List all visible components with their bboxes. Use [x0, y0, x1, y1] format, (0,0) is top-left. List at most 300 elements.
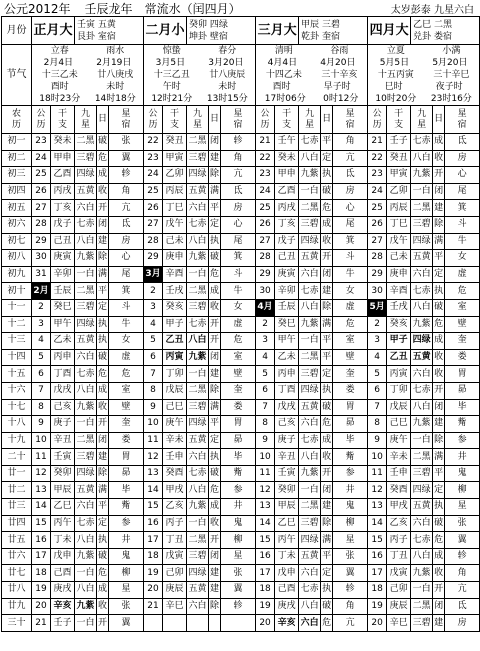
day-officer: 平: [321, 333, 333, 350]
ganzhi: 丙申: [51, 349, 75, 366]
month-desc: [411, 17, 480, 45]
day-officer: 执: [97, 333, 109, 350]
day-officer: 执: [433, 283, 445, 300]
jieqi-time: 17时06分: [264, 94, 306, 104]
day-officer: 定: [321, 150, 333, 167]
solar-date: 18: [368, 582, 387, 599]
lunar-mansion: 尾: [221, 233, 256, 250]
day-row: [2, 266, 480, 283]
day-officer: 定: [97, 515, 109, 532]
month-desc: [75, 17, 144, 45]
ganzhi: 乙丑: [163, 333, 187, 350]
ganzhi: 乙丑: [387, 349, 411, 366]
ganzhi: 庚戌: [275, 598, 299, 615]
day-officer: 平: [97, 499, 109, 516]
ganzhi: 庚申: [387, 266, 411, 283]
lunar-day-label: 十四: [2, 349, 32, 366]
lunar-mansion: 柳: [109, 565, 144, 582]
ganzhi: 乙未: [51, 333, 75, 350]
ganzhi: 丁酉: [275, 382, 299, 399]
day-officer: 破: [321, 183, 333, 200]
solar-date: 9: [368, 432, 387, 449]
lunar-mansion: 虚: [221, 316, 256, 333]
day-officer: 除: [321, 515, 333, 532]
lunar-mansion: 翼: [445, 532, 480, 549]
jieqi-name: 清明: [274, 46, 293, 56]
lunar-mansion: 娄: [333, 382, 368, 399]
solar-date: 5月: [368, 299, 387, 316]
lunar-mansion: 危: [221, 333, 256, 350]
solar-date: 7: [32, 382, 51, 399]
solar-date: 10: [368, 449, 387, 466]
day-officer: 定: [97, 299, 109, 316]
nine-star: 五黄: [75, 482, 97, 499]
day-officer: 危: [97, 150, 109, 167]
ganzhi: 庚辰: [163, 582, 187, 599]
nine-star: 八白: [299, 449, 321, 466]
ganzhi: 乙巳: [51, 499, 75, 516]
day-officer: 开: [433, 582, 445, 599]
nine-star: 六白: [187, 449, 209, 466]
lunar-mansion: 轸: [221, 598, 256, 615]
day-row: [2, 482, 480, 499]
nine-star: 四绿: [411, 233, 433, 250]
lunar-mansion: 室: [221, 349, 256, 366]
lunar-mansion: 牛: [445, 233, 480, 250]
solar-date: 3月: [144, 266, 163, 283]
ganzhi: 壬辰: [275, 299, 299, 316]
lunar-mansion: 娄: [445, 349, 480, 366]
lunar-mansion: 娄: [221, 399, 256, 416]
lunar-day-label: 十八: [2, 416, 32, 433]
month-desc-line: 甲辰 三碧: [301, 19, 340, 30]
col-header-ri: 日: [321, 106, 333, 134]
col-header-ganzhi: 干 支: [51, 106, 75, 134]
solar-date: 31: [32, 266, 51, 283]
nine-star: 九紫: [299, 465, 321, 482]
solar-date: 14: [144, 482, 163, 499]
col-header-gongli: 公 历: [368, 106, 387, 134]
solar-date: 4: [32, 333, 51, 350]
day-officer: 除: [433, 216, 445, 233]
nine-star: 八白: [187, 233, 209, 250]
nine-star: 三碧: [75, 449, 97, 466]
lunar-mansion: 斗: [333, 250, 368, 267]
year-label: 公元2012年: [4, 1, 71, 16]
ganzhi: 庚子: [51, 416, 75, 433]
lunar-mansion: 牛: [109, 316, 144, 333]
ganzhi: 庚辰: [387, 598, 411, 615]
col-header-xingxiu: 星 宿: [333, 106, 368, 134]
day-officer: 闭: [209, 134, 221, 151]
nine-star: 八白: [75, 382, 97, 399]
lunar-day-label: 初四: [2, 183, 32, 200]
solar-date: 19: [368, 598, 387, 615]
solar-date: 21: [256, 134, 275, 151]
day-officer: 执: [97, 316, 109, 333]
day-officer: 建: [209, 150, 221, 167]
title-bar: [0, 0, 480, 16]
solar-date: 4: [144, 316, 163, 333]
nine-star: 五黄: [75, 333, 97, 350]
lunar-mansion: 参: [333, 465, 368, 482]
ganzhi: 庚午: [387, 432, 411, 449]
solar-date: 5: [256, 366, 275, 383]
day-officer: 破: [433, 299, 445, 316]
nine-star: 一白: [187, 266, 209, 283]
day-row: [2, 183, 480, 200]
nine-star: 五黄: [299, 548, 321, 565]
nine-star: 八白: [299, 299, 321, 316]
lunar-mansion: 亢: [333, 150, 368, 167]
cycle-label: 壬辰龙年: [84, 1, 133, 16]
solar-date: 27: [256, 233, 275, 250]
nine-star: 六白: [411, 515, 433, 532]
day-officer: 成: [209, 499, 221, 516]
lunar-mansion: 房: [445, 615, 480, 632]
day-officer: 除: [209, 167, 221, 184]
ganzhi: 戊午: [387, 233, 411, 250]
lunar-mansion: 房: [445, 150, 480, 167]
solar-date: 6: [256, 382, 275, 399]
solar-date: 10: [256, 449, 275, 466]
ganzhi: 辛酉: [387, 283, 411, 300]
jieqi-time-name: 早子时: [323, 82, 351, 92]
lunar-day-label: 初十: [2, 283, 32, 300]
lunar-mansion: 翼: [109, 150, 144, 167]
jieqi-name: 立夏: [386, 46, 405, 56]
month-header-row: [2, 17, 480, 45]
ganzhi: 壬戌: [387, 299, 411, 316]
solar-date: 26: [256, 216, 275, 233]
solar-date: 14: [32, 499, 51, 516]
nine-star: 六白: [299, 615, 321, 632]
day-officer: 收: [321, 233, 333, 250]
ganzhi: 丙子: [163, 515, 187, 532]
solar-date: 5: [368, 366, 387, 383]
column-header-row: [2, 106, 480, 134]
day-row: [2, 615, 480, 632]
ganzhi: 甲申: [51, 150, 75, 167]
col-header-ri: 日: [97, 106, 109, 134]
ganzhi: 丁巳: [163, 200, 187, 217]
lunar-mansion: 室: [445, 299, 480, 316]
lunar-mansion: 昴: [221, 432, 256, 449]
day-officer: 满: [321, 532, 333, 549]
day-row: [2, 382, 480, 399]
jieqi-date: 2月4日: [43, 58, 74, 68]
ganzhi: 戊子: [275, 233, 299, 250]
lunar-mansion: [221, 615, 256, 632]
month-desc-line: 壬寅 五黄: [77, 19, 116, 30]
nine-star: 三碧: [187, 150, 209, 167]
ganzhi: 戊子: [51, 216, 75, 233]
day-officer: 平: [321, 548, 333, 565]
day-officer: 破: [209, 250, 221, 267]
ganzhi: 癸未: [275, 150, 299, 167]
day-officer: 建: [209, 565, 221, 582]
nine-star: 六白: [411, 266, 433, 283]
nine-star: 二黑: [299, 200, 321, 217]
ganzhi: 丁丑: [387, 548, 411, 565]
solar-date: 15: [368, 532, 387, 549]
lunar-day-label: 十七: [2, 399, 32, 416]
nine-star: 五黄: [411, 250, 433, 267]
day-officer: 开: [209, 316, 221, 333]
ganzhi: 乙卯: [387, 183, 411, 200]
solar-date: 13: [144, 465, 163, 482]
jieqi-time: 18时23分: [39, 94, 81, 104]
lunar-mansion: 房: [109, 233, 144, 250]
lunar-day-label: 十一: [2, 299, 32, 316]
nine-star: 七赤: [187, 216, 209, 233]
solar-date: 15: [144, 499, 163, 516]
solar-date: 8: [368, 416, 387, 433]
solar-date: 13: [368, 499, 387, 516]
day-officer: 建: [97, 449, 109, 466]
day-officer: 满: [433, 233, 445, 250]
lunar-day-label: 廿五: [2, 532, 32, 549]
ganzhi: 甲戌: [387, 499, 411, 516]
nine-star: 九紫: [187, 499, 209, 516]
nine-star: 八白: [75, 582, 97, 599]
solar-date: 30: [368, 283, 387, 300]
jieqi-time-name: 夜子时: [435, 82, 463, 92]
month-desc-line: 乙巳 二黑: [413, 19, 452, 30]
day-officer: 执: [321, 167, 333, 184]
solar-date: 19: [32, 582, 51, 599]
lunar-mansion: 房: [221, 200, 256, 217]
ganzhi: 丁巳: [387, 216, 411, 233]
nine-star: 七赤: [299, 582, 321, 599]
nine-star: 三碧: [75, 150, 97, 167]
day-officer: 建: [433, 416, 445, 433]
nine-star: 七赤: [299, 283, 321, 300]
solar-date: 2: [144, 283, 163, 300]
lunar-mansion: 参: [445, 432, 480, 449]
nine-star: 三碧: [187, 399, 209, 416]
lunar-mansion: 昴: [333, 416, 368, 433]
lunar-day-label: 初三: [2, 167, 32, 184]
nine-star: 九紫: [75, 399, 97, 416]
solar-date: 27: [144, 216, 163, 233]
ganzhi: 癸未: [51, 134, 75, 151]
ganzhi: 丁卯: [163, 366, 187, 383]
nine-star: 九紫: [411, 416, 433, 433]
solar-date: 13: [256, 499, 275, 516]
day-officer: 满: [97, 482, 109, 499]
day-row: [2, 283, 480, 300]
day-officer: 收: [97, 598, 109, 615]
nine-star: 七赤: [75, 216, 97, 233]
day-row: [2, 499, 480, 516]
day-officer: 成: [97, 382, 109, 399]
nine-star: 七赤: [411, 134, 433, 151]
day-officer: 满: [321, 316, 333, 333]
day-officer: 收: [209, 515, 221, 532]
lunar-mansion: 牛: [221, 283, 256, 300]
month-desc-line: 艮卦 室宿: [77, 31, 116, 42]
ganzhi: 戊寅: [387, 565, 411, 582]
solar-date: 28: [368, 250, 387, 267]
day-officer: 建: [433, 615, 445, 632]
solar-date: 28: [32, 216, 51, 233]
jieqi-time-name: 巳时: [384, 82, 403, 92]
month-desc-line: 癸卯 四绿: [189, 19, 228, 30]
jieqi-date: 2月19日: [96, 58, 132, 68]
lunar-mansion: 娄: [109, 432, 144, 449]
ganzhi: 丙寅: [387, 366, 411, 383]
lunar-mansion: 室: [333, 333, 368, 350]
lunar-mansion: 角: [221, 150, 256, 167]
nine-star: 六白: [299, 266, 321, 283]
ganzhi: 辛巳: [387, 615, 411, 632]
lunar-mansion: 角: [109, 183, 144, 200]
ganzhi: 辛未: [163, 432, 187, 449]
solar-date: 11: [144, 432, 163, 449]
day-row: [2, 216, 480, 233]
ganzhi: 己未: [387, 250, 411, 267]
nine-star: 一白: [187, 515, 209, 532]
jieqi-name: 小满: [442, 46, 461, 56]
ganzhi: 癸丑: [163, 134, 187, 151]
solar-date: 7: [144, 366, 163, 383]
solar-date: 26: [368, 216, 387, 233]
ganzhi: 己酉: [275, 582, 299, 599]
lunar-mansion: 翼: [333, 565, 368, 582]
day-row: [2, 465, 480, 482]
ganzhi: 壬寅: [51, 449, 75, 466]
solar-date: 3: [368, 333, 387, 350]
lunar-mansion: 虚: [109, 349, 144, 366]
day-officer: 建: [209, 366, 221, 383]
nine-star: 九紫: [299, 316, 321, 333]
nine-star: 九紫: [75, 598, 97, 615]
day-officer: 危: [97, 565, 109, 582]
ganzhi: 丙戌: [51, 183, 75, 200]
day-row: [2, 167, 480, 184]
lunar-day-label: 初七: [2, 233, 32, 250]
lunar-mansion: 房: [333, 183, 368, 200]
day-officer: 成: [321, 216, 333, 233]
day-row: [2, 416, 480, 433]
solar-date: 22: [256, 150, 275, 167]
col-header-ganzhi: 干 支: [275, 106, 299, 134]
ganzhi: 丙辰: [387, 200, 411, 217]
ganzhi: 壬子: [387, 134, 411, 151]
day-officer: 闭: [433, 399, 445, 416]
ganzhi: 己亥: [275, 416, 299, 433]
lunar-mansion: 亢: [445, 582, 480, 599]
ganzhi: 乙亥: [163, 499, 187, 516]
lunar-mansion: 壁: [221, 366, 256, 383]
ganzhi: 丁酉: [51, 366, 75, 383]
solar-date: 22: [144, 134, 163, 151]
ganzhi: 甲午: [51, 316, 75, 333]
nine-star: 一白: [75, 416, 97, 433]
ganzhi: 辛卯: [275, 283, 299, 300]
nine-star: 四绿: [299, 382, 321, 399]
nine-star: 四绿: [299, 233, 321, 250]
nine-star: 七赤: [75, 366, 97, 383]
col-header-xingxiu: 星 宿: [445, 106, 480, 134]
solar-date: 11: [256, 465, 275, 482]
solar-date: 8: [144, 382, 163, 399]
nine-star: 八白: [187, 482, 209, 499]
ganzhi: 壬辰: [51, 283, 75, 300]
solar-date: 4月: [256, 299, 275, 316]
jieqi-gz: 廿八庚辰: [209, 70, 246, 80]
day-officer: 危: [209, 482, 221, 499]
solar-date: 15: [256, 532, 275, 549]
day-officer: 开: [97, 416, 109, 433]
solar-date: 25: [32, 167, 51, 184]
day-officer: 成: [433, 134, 445, 151]
solar-date: 17: [32, 548, 51, 565]
lunar-mansion: 亢: [109, 200, 144, 217]
lunar-day-label: 初九: [2, 266, 32, 283]
nine-star: 一白: [299, 333, 321, 350]
lunar-day-label: 廿七: [2, 565, 32, 582]
ganzhi: 丁卯: [387, 382, 411, 399]
day-officer: 执: [209, 233, 221, 250]
col-header-gongli: 公 历: [144, 106, 163, 134]
col-header-jiuxing: 九 星: [299, 106, 321, 134]
lunar-mansion: 箕: [109, 283, 144, 300]
nine-star: 七赤: [411, 283, 433, 300]
ganzhi: 己卯: [387, 582, 411, 599]
solar-date: 25: [368, 200, 387, 217]
lunar-mansion: 胃: [221, 416, 256, 433]
month-name: 四月大: [368, 17, 411, 45]
day-officer: 满: [433, 449, 445, 466]
nine-star: 二黑: [75, 283, 97, 300]
solar-date: [144, 615, 163, 632]
solar-date: 21: [32, 615, 51, 632]
ganzhi: 庚申: [163, 250, 187, 267]
nine-star: 二黑: [187, 134, 209, 151]
day-row: [2, 548, 480, 565]
jieqi-date: 4月4日: [267, 58, 298, 68]
nine-star: 五黄: [299, 399, 321, 416]
solar-date: 14: [256, 515, 275, 532]
ganzhi: 壬申: [387, 465, 411, 482]
nine-star: 三碧: [411, 615, 433, 632]
ganzhi: 辛丑: [51, 432, 75, 449]
jieqi-gz: 十三乙未: [41, 70, 78, 80]
day-officer: 收: [433, 150, 445, 167]
solar-date: 27: [368, 233, 387, 250]
day-officer: 满: [209, 399, 221, 416]
nine-star: 二黑: [299, 349, 321, 366]
col-header-jiuxing: 九 星: [75, 106, 97, 134]
day-officer: 收: [97, 183, 109, 200]
lunar-day-label: 廿八: [2, 582, 32, 599]
solar-date: 19: [256, 598, 275, 615]
nine-star: 一白: [411, 582, 433, 599]
nine-star: 九紫: [75, 548, 97, 565]
ganzhi: 戊寅: [163, 548, 187, 565]
lunar-mansion: 壁: [445, 316, 480, 333]
day-officer: 执: [433, 499, 445, 516]
nine-star: 八白: [411, 150, 433, 167]
lunar-mansion: 觜: [109, 499, 144, 516]
ganzhi: 庚午: [163, 416, 187, 433]
nine-star: 二黑: [75, 134, 97, 151]
nine-star: 五黄: [411, 499, 433, 516]
day-officer: 开: [209, 333, 221, 350]
nine-star: 二黑: [75, 432, 97, 449]
